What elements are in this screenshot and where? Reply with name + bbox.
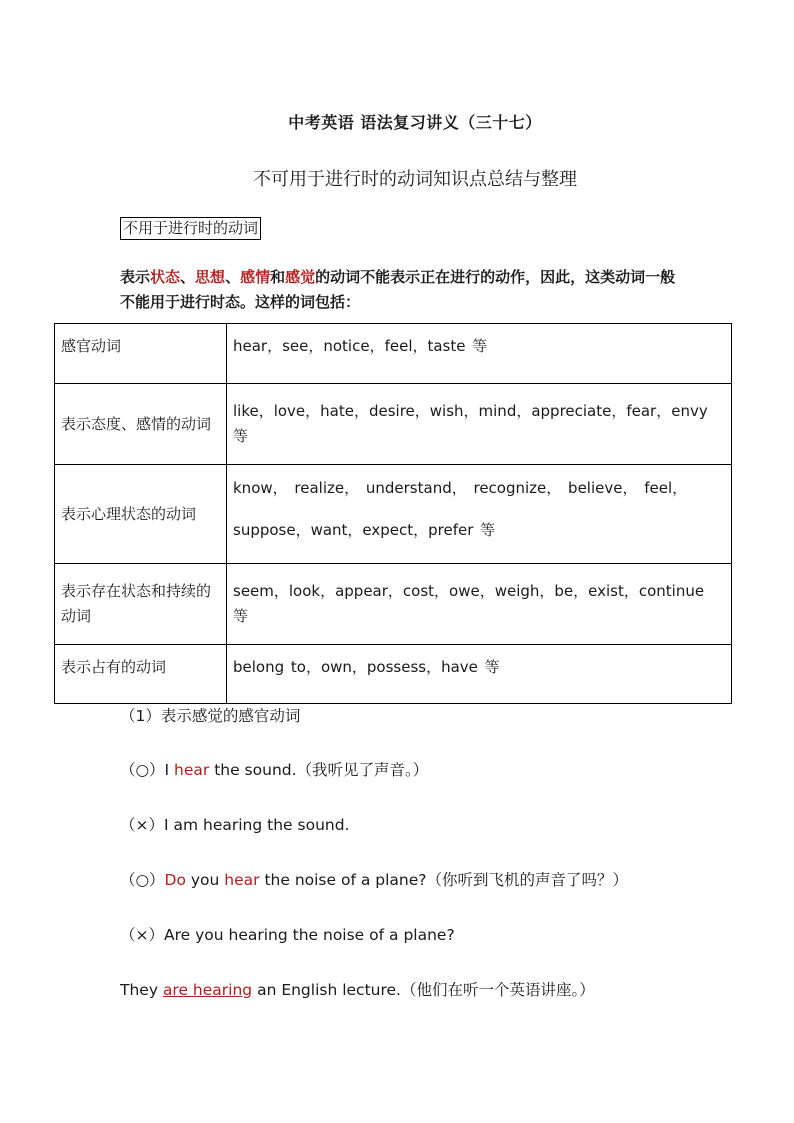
example-text: I am hearing the sound. bbox=[164, 816, 350, 834]
intro-sep: 、 bbox=[225, 268, 241, 286]
verbs-cell: belong to，own，possess，have 等 bbox=[227, 645, 732, 704]
example-text: the sound.（我听见了声音。） bbox=[209, 761, 429, 779]
document-subtitle: 不可用于进行时的动词知识点总结与整理 bbox=[253, 169, 577, 190]
table-row bbox=[55, 384, 732, 465]
intro-text: 的动词不能表示正在进行的动作，因此，这类动词一般不能用于进行时态。这样的词包括： bbox=[120, 268, 676, 311]
verbs-cell: know， realize， understand， recognize， believe， feel，suppose，want，expect，prefer 等 bbox=[227, 465, 732, 564]
category-cell: 表示态度、感情的动词 bbox=[55, 384, 227, 465]
example-text: the noise of a plane?（你听到飞机的声音了吗？） bbox=[259, 871, 628, 889]
table-row bbox=[55, 564, 732, 645]
example-text: you bbox=[185, 871, 225, 889]
example-text: Are you hearing the noise of a plane? bbox=[164, 926, 455, 944]
keyword-sensation: 感觉 bbox=[285, 268, 316, 286]
intro-text: 表示 bbox=[120, 268, 151, 286]
example-text: I bbox=[164, 761, 175, 779]
example-text: They bbox=[120, 981, 163, 999]
category-cell: 表示心理状态的动词 bbox=[55, 465, 227, 564]
table-row bbox=[55, 465, 732, 564]
document-title: 中考英语 语法复习讲义（三十七） bbox=[288, 113, 542, 132]
example-sentence-4 bbox=[120, 925, 455, 945]
category-cell: 表示存在状态和持续的动词 bbox=[55, 564, 227, 645]
verbs-cell: seem，look，appear，cost，owe，weigh，be，exist，continue 等 bbox=[227, 564, 732, 645]
intro-sep: 和 bbox=[270, 268, 286, 286]
example-sentence-1 bbox=[120, 760, 428, 780]
intro-paragraph bbox=[120, 265, 690, 315]
examples-heading: （1）表示感觉的感官动词 bbox=[120, 707, 301, 725]
example-sentence-5 bbox=[120, 980, 595, 1000]
intro-sep: 、 bbox=[180, 268, 196, 286]
example-sentence-2 bbox=[120, 815, 350, 835]
example-sentence-3 bbox=[120, 870, 628, 890]
table-row bbox=[55, 645, 732, 704]
category-cell: 表示占有的动词 bbox=[55, 645, 227, 704]
verbs-cell: hear，see，notice，feel，taste 等 bbox=[227, 324, 732, 384]
highlighted-verb: hear bbox=[174, 761, 210, 779]
highlighted-verb: hear bbox=[224, 871, 260, 889]
highlighted-verb: are hearing bbox=[162, 981, 253, 999]
wrong-mark: （×） bbox=[120, 816, 164, 834]
wrong-mark: （×） bbox=[120, 926, 164, 944]
verbs-cell: like，love，hate，desire，wish，mind，appreciate，fear，envy 等 bbox=[227, 384, 732, 465]
keyword-state: 状态 bbox=[150, 268, 181, 286]
example-text: an English lecture.（他们在听一个英语讲座。） bbox=[252, 981, 595, 999]
correct-mark: （○） bbox=[120, 871, 165, 889]
verb-category-table bbox=[54, 323, 732, 704]
highlighted-verb: Do bbox=[164, 871, 186, 889]
keyword-emotion: 感情 bbox=[240, 268, 271, 286]
correct-mark: （○） bbox=[120, 761, 165, 779]
keyword-thought: 思想 bbox=[195, 268, 226, 286]
section-heading: 不用于进行时的动词 bbox=[120, 217, 261, 240]
category-cell: 感官动词 bbox=[55, 324, 227, 384]
table-row bbox=[55, 324, 732, 384]
